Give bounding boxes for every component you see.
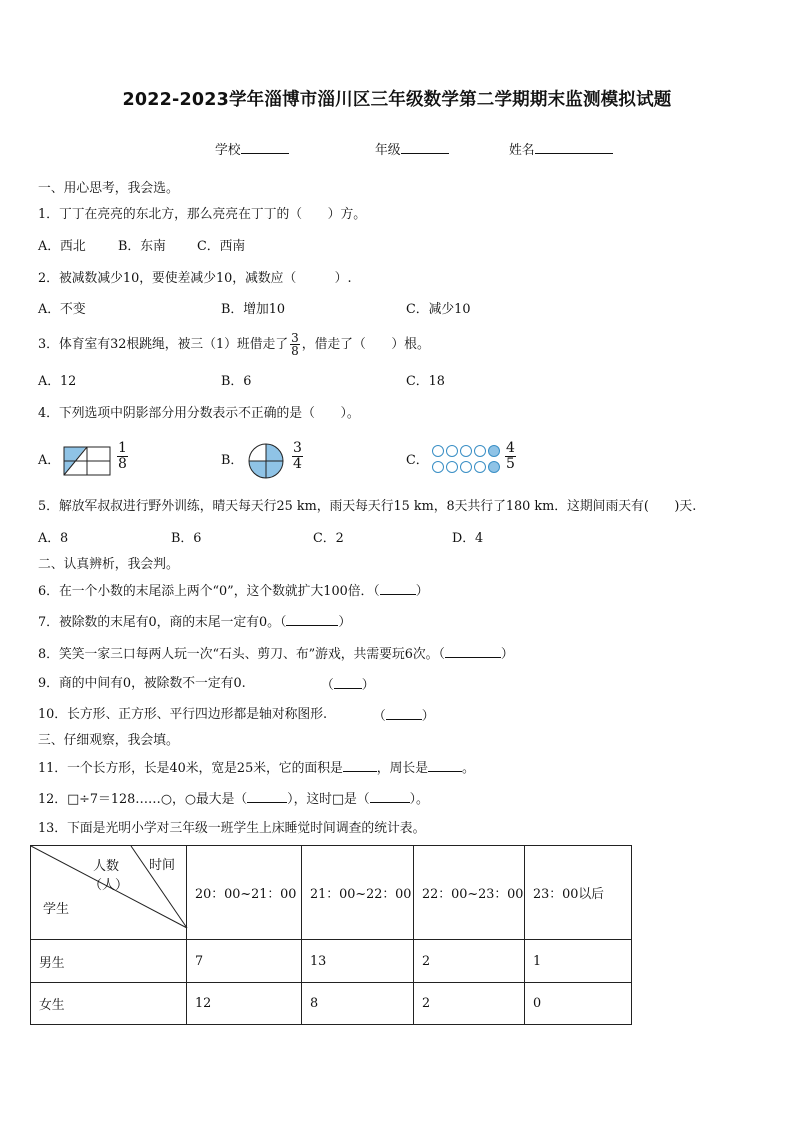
section-heading-1: 一、用心思考，我会选。 [38,181,179,196]
q4-option-b-figure [248,443,284,479]
q7-answer-blank[interactable] [286,613,338,626]
table-header-cell: 21：00~22：00 [302,846,414,940]
q11-text-3: 。 [461,761,475,776]
q3-text-after: ，借走了（ ）根。 [301,337,430,352]
table-cell: 12 [187,983,302,1025]
question-4: 4．下列选项中阴影部分用分数表示不正确的是（ ）。 [38,406,360,421]
name-blank[interactable] [535,141,613,154]
circle-icon [432,445,444,457]
q5-option-d[interactable]: D．4 [452,531,484,546]
q4-a-num: 1 [118,440,127,456]
question-1: 1．丁丁在亮亮的东北方，那么亮亮在丁丁的（ ）方。 [38,207,367,222]
question-13: 13．下面是光明小学对三年级一班学生上床睡觉时间调查的统计表。 [38,821,426,836]
corner-student-label: 学生 [43,902,70,917]
q9-answer [321,676,375,694]
q2-option-c[interactable]: C．减少10 [406,302,471,317]
q4-option-b-fraction [292,441,303,472]
grade-blank[interactable] [401,141,449,154]
q2-option-b[interactable]: B．增加10 [221,302,286,317]
circle-icon [432,461,444,473]
q8-text: 8．笑笑一家三口每两人玩一次“石头、剪刀、布”游戏，共需要玩6次。（ [38,647,445,662]
q11-text-1: 11．一个长方形，长是40米，宽是25米，它的面积是 [38,761,343,776]
q4-b-num: 3 [293,440,302,456]
q4-option-b-label[interactable]: B． [221,453,244,468]
q3-option-a[interactable]: A．12 [38,374,77,389]
q4-b-den: 4 [293,456,302,472]
q6-text: 6．在一个小数的末尾添上两个“0”，这个数就扩大100倍．（ [38,584,380,599]
table-header-cell: 22：00~23：00 [414,846,525,940]
table-cell: 1 [525,940,632,983]
section-heading-2: 二、认真辨析，我会判。 [38,557,179,572]
row-label: 男生 [31,940,187,983]
name-field[interactable] [509,141,613,159]
q5-option-c[interactable]: C．2 [313,531,344,546]
q12-text-3: ）。 [409,792,429,807]
question-9: 9．商的中间有0，被除数不一定有0. [38,676,246,691]
table-row-girls [31,983,632,1025]
q5-option-a[interactable]: A．8 [38,531,69,546]
question-3 [38,330,430,360]
grade-field[interactable] [375,141,449,159]
q9-open: （ [321,678,334,693]
q3-text-before: 3．体育室有32根跳绳，被三（1）班借走了 [38,337,289,352]
q8-answer-blank[interactable] [445,645,501,658]
question-5: 5．解放军叔叔进行野外训练，晴天每天行25 km，雨天每天行15 km，8天共行了180 km．这期间雨天有( )天. [38,499,697,514]
q9-close: ） [361,678,375,693]
table-header-cell: 20：00~21：00 [187,846,302,940]
q10-answer [373,707,435,725]
question-8 [38,645,514,663]
q10-open: （ [373,709,386,724]
q11-area-blank[interactable] [343,759,377,772]
q10-close: ） [421,709,435,724]
q12-text-2: ），这时□是（ [287,792,370,807]
q6-close: ） [415,584,429,599]
name-label: 姓名 [509,143,535,158]
page-title: 2022-2023学年淄博市淄川区三年级数学第二学期期末监测模拟试题 [122,90,672,110]
question-10: 10．长方形、正方形、平行四边形都是轴对称图形. [38,707,328,722]
q1-option-b[interactable]: B．东南 [118,239,166,254]
q4-option-a-fraction [117,441,128,472]
circle-icon [474,445,486,457]
section-heading-3: 三、仔细观察，我会填。 [38,733,179,748]
corner-count-label: 人数 [93,859,120,874]
shaded-circle-icon [488,445,500,457]
q12-text-1: 12．□÷7＝128……○，○最大是（ [38,792,248,807]
q7-text: 7．被除数的末尾有0，商的末尾一定有0。（ [38,615,287,630]
q3-frac-num: 3 [291,331,299,345]
q4-option-c-figure [432,445,502,475]
q4-a-den: 8 [118,456,127,472]
q7-close: ） [338,615,352,630]
question-7 [38,613,351,631]
q6-answer-blank[interactable] [380,582,416,595]
q4-c-num: 4 [506,440,515,456]
q12-dividend-blank[interactable] [370,790,410,803]
table-row-boys [31,940,632,983]
q4-c-den: 5 [506,456,515,472]
table-cell: 0 [525,983,632,1025]
table-cell: 2 [414,940,525,983]
q2-option-a[interactable]: A．不变 [38,302,86,317]
q11-text-2: ，周长是 [376,761,428,776]
corner-time-label: 时间 [149,858,176,873]
q5-option-b[interactable]: B．6 [171,531,202,546]
sleep-time-table [30,845,632,1025]
q12-max-blank[interactable] [247,790,287,803]
question-6 [38,582,429,600]
q9-answer-blank[interactable] [334,676,362,689]
shaded-circle-icon [488,461,500,473]
q10-answer-blank[interactable] [386,707,422,720]
q3-option-c[interactable]: C．18 [406,374,445,389]
school-blank[interactable] [241,141,289,154]
row-label: 女生 [31,983,187,1025]
table-cell: 2 [414,983,525,1025]
table-header-cell: 23：00以后 [525,846,632,940]
q1-option-c[interactable]: C．西南 [197,239,246,254]
q3-fraction [290,332,300,357]
q3-frac-den: 8 [291,344,299,358]
corner-count-unit: （人） [89,878,129,893]
table-cell: 8 [302,983,414,1025]
question-2: 2．被减数减少10，要使差减少10，减数应（ ）. [38,271,352,286]
question-12 [38,790,429,808]
q4-option-c-label[interactable]: C． [406,453,429,468]
q1-option-a[interactable]: A．西北 [38,239,86,254]
school-label: 学校 [215,143,241,158]
table-corner-cell [31,846,187,940]
school-field[interactable] [215,141,289,159]
circle-icon [446,445,458,457]
q4-option-a-label[interactable]: A． [38,453,61,468]
circle-icon [474,461,486,473]
q11-perimeter-blank[interactable] [428,759,462,772]
table-cell: 13 [302,940,414,983]
table-cell: 7 [187,940,302,983]
q8-close: ） [500,647,514,662]
q4-option-a-figure [63,446,111,476]
q4-option-c-fraction [505,441,516,472]
circle-icon [446,461,458,473]
circle-icon [460,461,472,473]
q3-option-b[interactable]: B．6 [221,374,252,389]
circle-icon [460,445,472,457]
grade-label: 年级 [375,143,401,158]
question-11 [38,759,475,777]
